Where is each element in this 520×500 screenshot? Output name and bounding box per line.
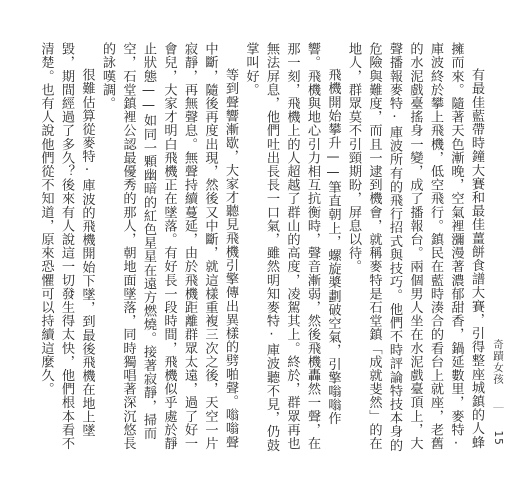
header-divider: ｜	[492, 402, 504, 414]
book-title: 奇蹟女孩	[492, 339, 504, 386]
paragraph-3: 等到聲響漸歇，大家才聽見飛機引擎傳出異樣的劈啪聲。嗡嗡聲中斷，隨後再度出現，然後又中斷，就這樣重複三次之後，天空一片寂靜，再無聲息。無聲持續蔓延，由於飛機距離群眾太遠，過了好一會兒，大家才明白飛機正在墜落。有好長一段時間，飛機似乎處於靜止狀態——如同一顆幽暗的紅色星星在遠方燃燒。接著寂靜，掃而空，石堂鎮裡公認最優秀的那人，朝地面墜落，同時獨唱著深沉悠長的詠嘆調。	[100, 42, 238, 450]
body-text	[38, 42, 486, 452]
running-header	[491, 339, 506, 446]
paragraph-4: 很難估算從麥特‧庫波的飛機開始下墜，到最後飛機在地上墜毀，期間經過了多久？後來有人說這一切發生得太快，他們根本看不清楚。也有人說他們從不知道，原來恐懼可以持續這麼久。	[38, 42, 95, 450]
paragraph-1: 有最佳藍帶時鐘大賽和最佳薑餅食譜大賽，引得整座城鎮的人蜂擁而來。隨著天色漸晚，空氣裡瀰漫著濃郁甜香，鍋延數里，麥特‧庫波終於攀上飛機，低空飛行。鎮民在藍時湊合的看台上就座，老舊的水泥戲臺搖身一變，成了播報台。兩個男人坐在水泥戲臺頂上，大聲播報麥特‧庫波所有的飛行招式與技巧。他們不時評論特技本身的危險與難度，而且一逮到機會，就稱麥特是石堂鎮「成就斐然」的在地人，群眾莫不引頸期盼，屏息以待。	[346, 42, 484, 452]
page-number: 15	[492, 430, 504, 446]
paragraph-2: 飛機開始攀升——筆直朝上，螺旋槳劃破空氣，引擎嗡嗡作響。飛機與地心引力相互抗衡時，聲音漸弱，然後飛機轟然一聲，在那一刻，飛機上的人超越了群山的高度，凌駕其上。終於，群眾再也無法屏息，他們吐出長長一口氣，雖然明知麥特‧庫波聽不見，仍鼓掌叫好。	[243, 42, 341, 452]
